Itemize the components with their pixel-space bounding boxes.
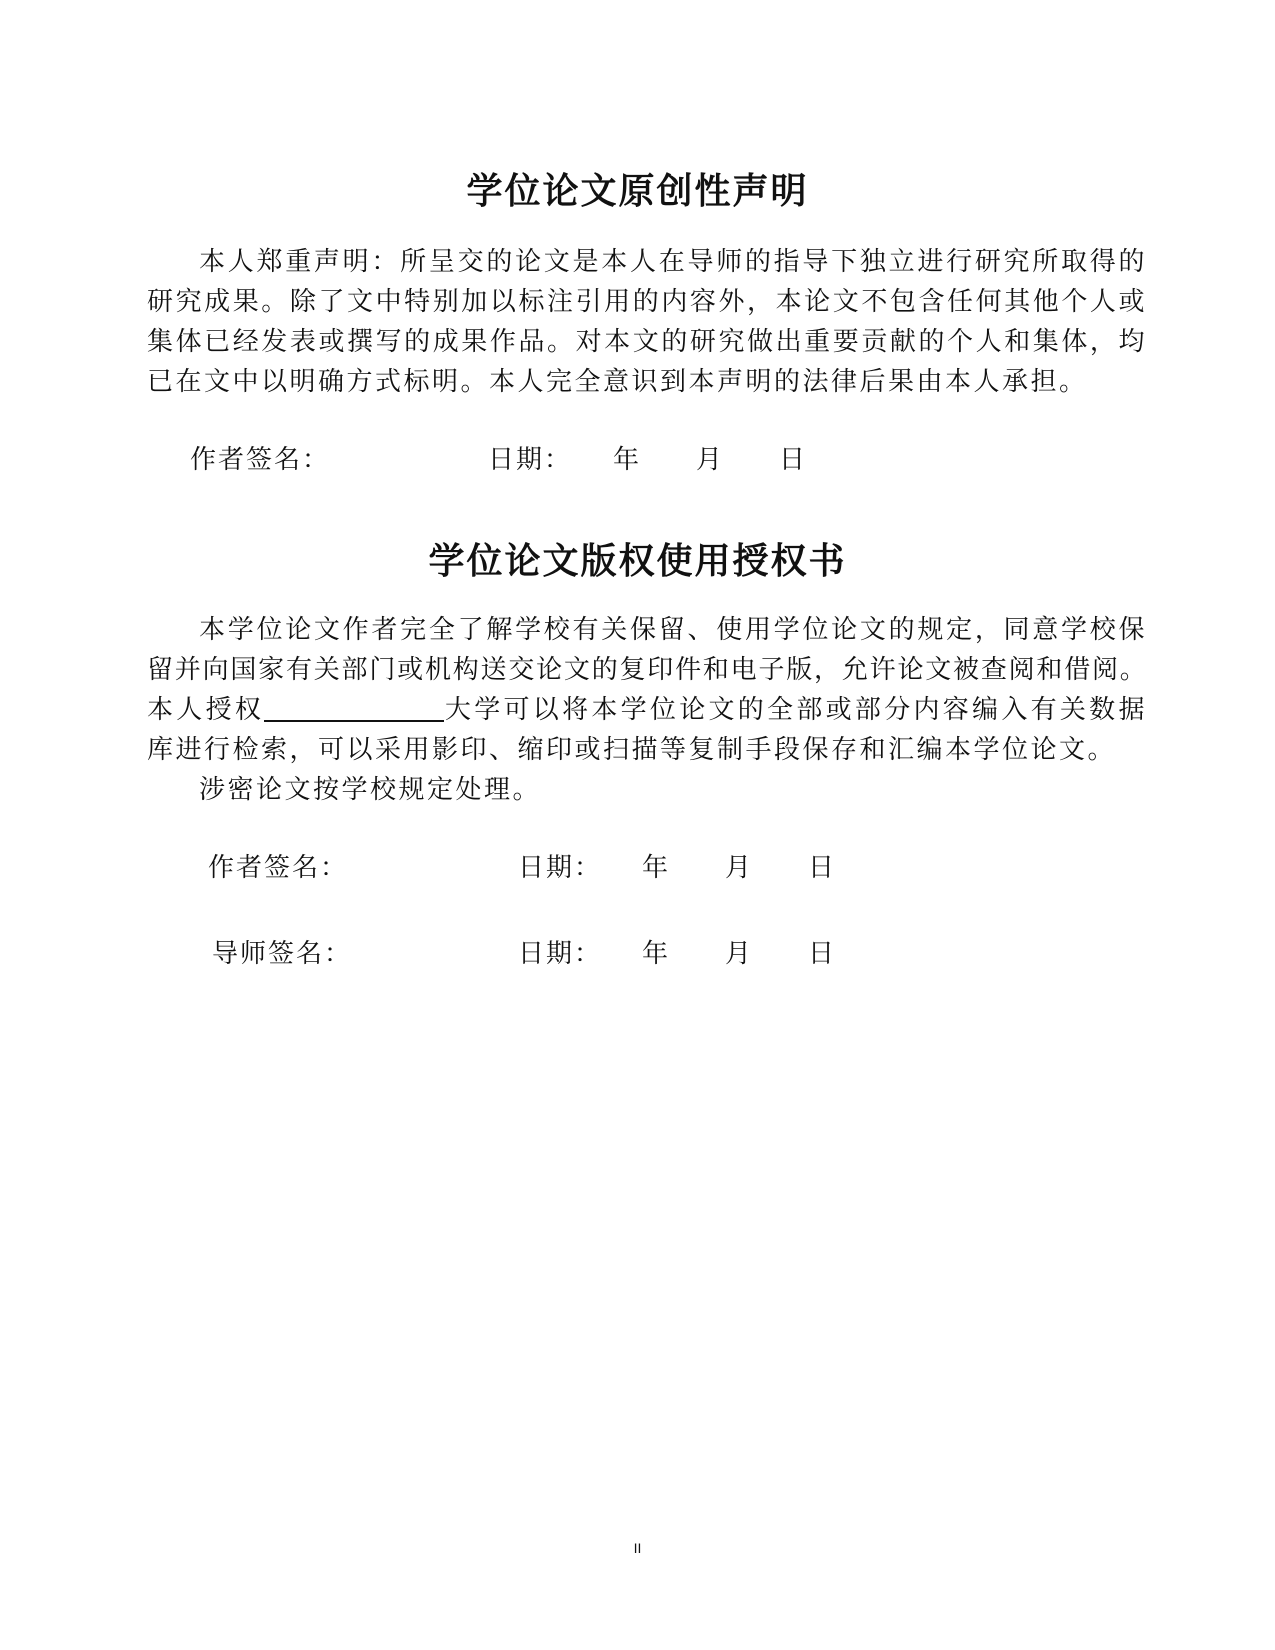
declaration-paragraph bbox=[147, 242, 1147, 402]
authorize-prefix: 本人授权 bbox=[147, 695, 265, 725]
month-label: 月 bbox=[696, 445, 725, 475]
authorization-line-5: 涉密论文按学校规定处理。 bbox=[199, 775, 542, 805]
date-label: 日期： bbox=[518, 939, 603, 969]
declaration-signature-row bbox=[190, 440, 890, 480]
declaration-line-1: 本人郑重声明：所呈交的论文是本人在导师的指导下独立进行研究所取得的 bbox=[199, 247, 1147, 277]
authorization-line-2: 留并向国家有关部门或机构送交论文的复印件和电子版，允许论文被查阅和借阅。 bbox=[147, 655, 1147, 685]
author-signature-label: 作者签名： bbox=[190, 445, 331, 475]
declaration-line-4: 已在文中以明确方式标明。本人完全意识到本声明的法律后果由本人承担。 bbox=[147, 367, 1088, 397]
authorization-line-1: 本学位论文作者完全了解学校有关保留、使用学位论文的规定，同意学校保 bbox=[199, 615, 1147, 645]
day-label: 日 bbox=[808, 939, 837, 969]
year-label: 年 bbox=[613, 445, 642, 475]
authorization-line-3 bbox=[147, 690, 1147, 730]
year-label: 年 bbox=[642, 853, 671, 883]
date-label: 日期： bbox=[488, 445, 573, 475]
declaration-line-3: 集体已经发表或撰写的成果作品。对本文的研究做出重要贡献的个人和集体，均 bbox=[147, 327, 1147, 357]
authorization-advisor-signature-row bbox=[212, 934, 912, 974]
author-signature-label: 作者签名： bbox=[208, 853, 349, 883]
day-label: 日 bbox=[808, 853, 837, 883]
date-label: 日期： bbox=[518, 853, 603, 883]
authorization-title: 学位论文版权使用授权书 bbox=[428, 541, 847, 582]
declaration-line-2: 研究成果。除了文中特别加以标注引用的内容外，本论文不包含任何其他个人或 bbox=[147, 287, 1147, 317]
month-label: 月 bbox=[725, 853, 754, 883]
day-label: 日 bbox=[779, 445, 808, 475]
authorization-line-4: 库进行检索，可以采用影印、缩印或扫描等复制手段保存和汇编本学位论文。 bbox=[147, 735, 1117, 765]
authorize-suffix: 大学可以将本学位论文的全部或部分内容编入有关数据 bbox=[444, 695, 1147, 725]
month-label: 月 bbox=[725, 939, 754, 969]
declaration-title: 学位论文原创性声明 bbox=[466, 171, 809, 212]
authorization-paragraph bbox=[147, 610, 1147, 810]
year-label: 年 bbox=[642, 939, 671, 969]
university-name-blank bbox=[264, 692, 444, 722]
authorization-author-signature-row bbox=[208, 848, 908, 888]
page-number: II bbox=[633, 1540, 642, 1556]
advisor-signature-label: 导师签名： bbox=[212, 939, 353, 969]
